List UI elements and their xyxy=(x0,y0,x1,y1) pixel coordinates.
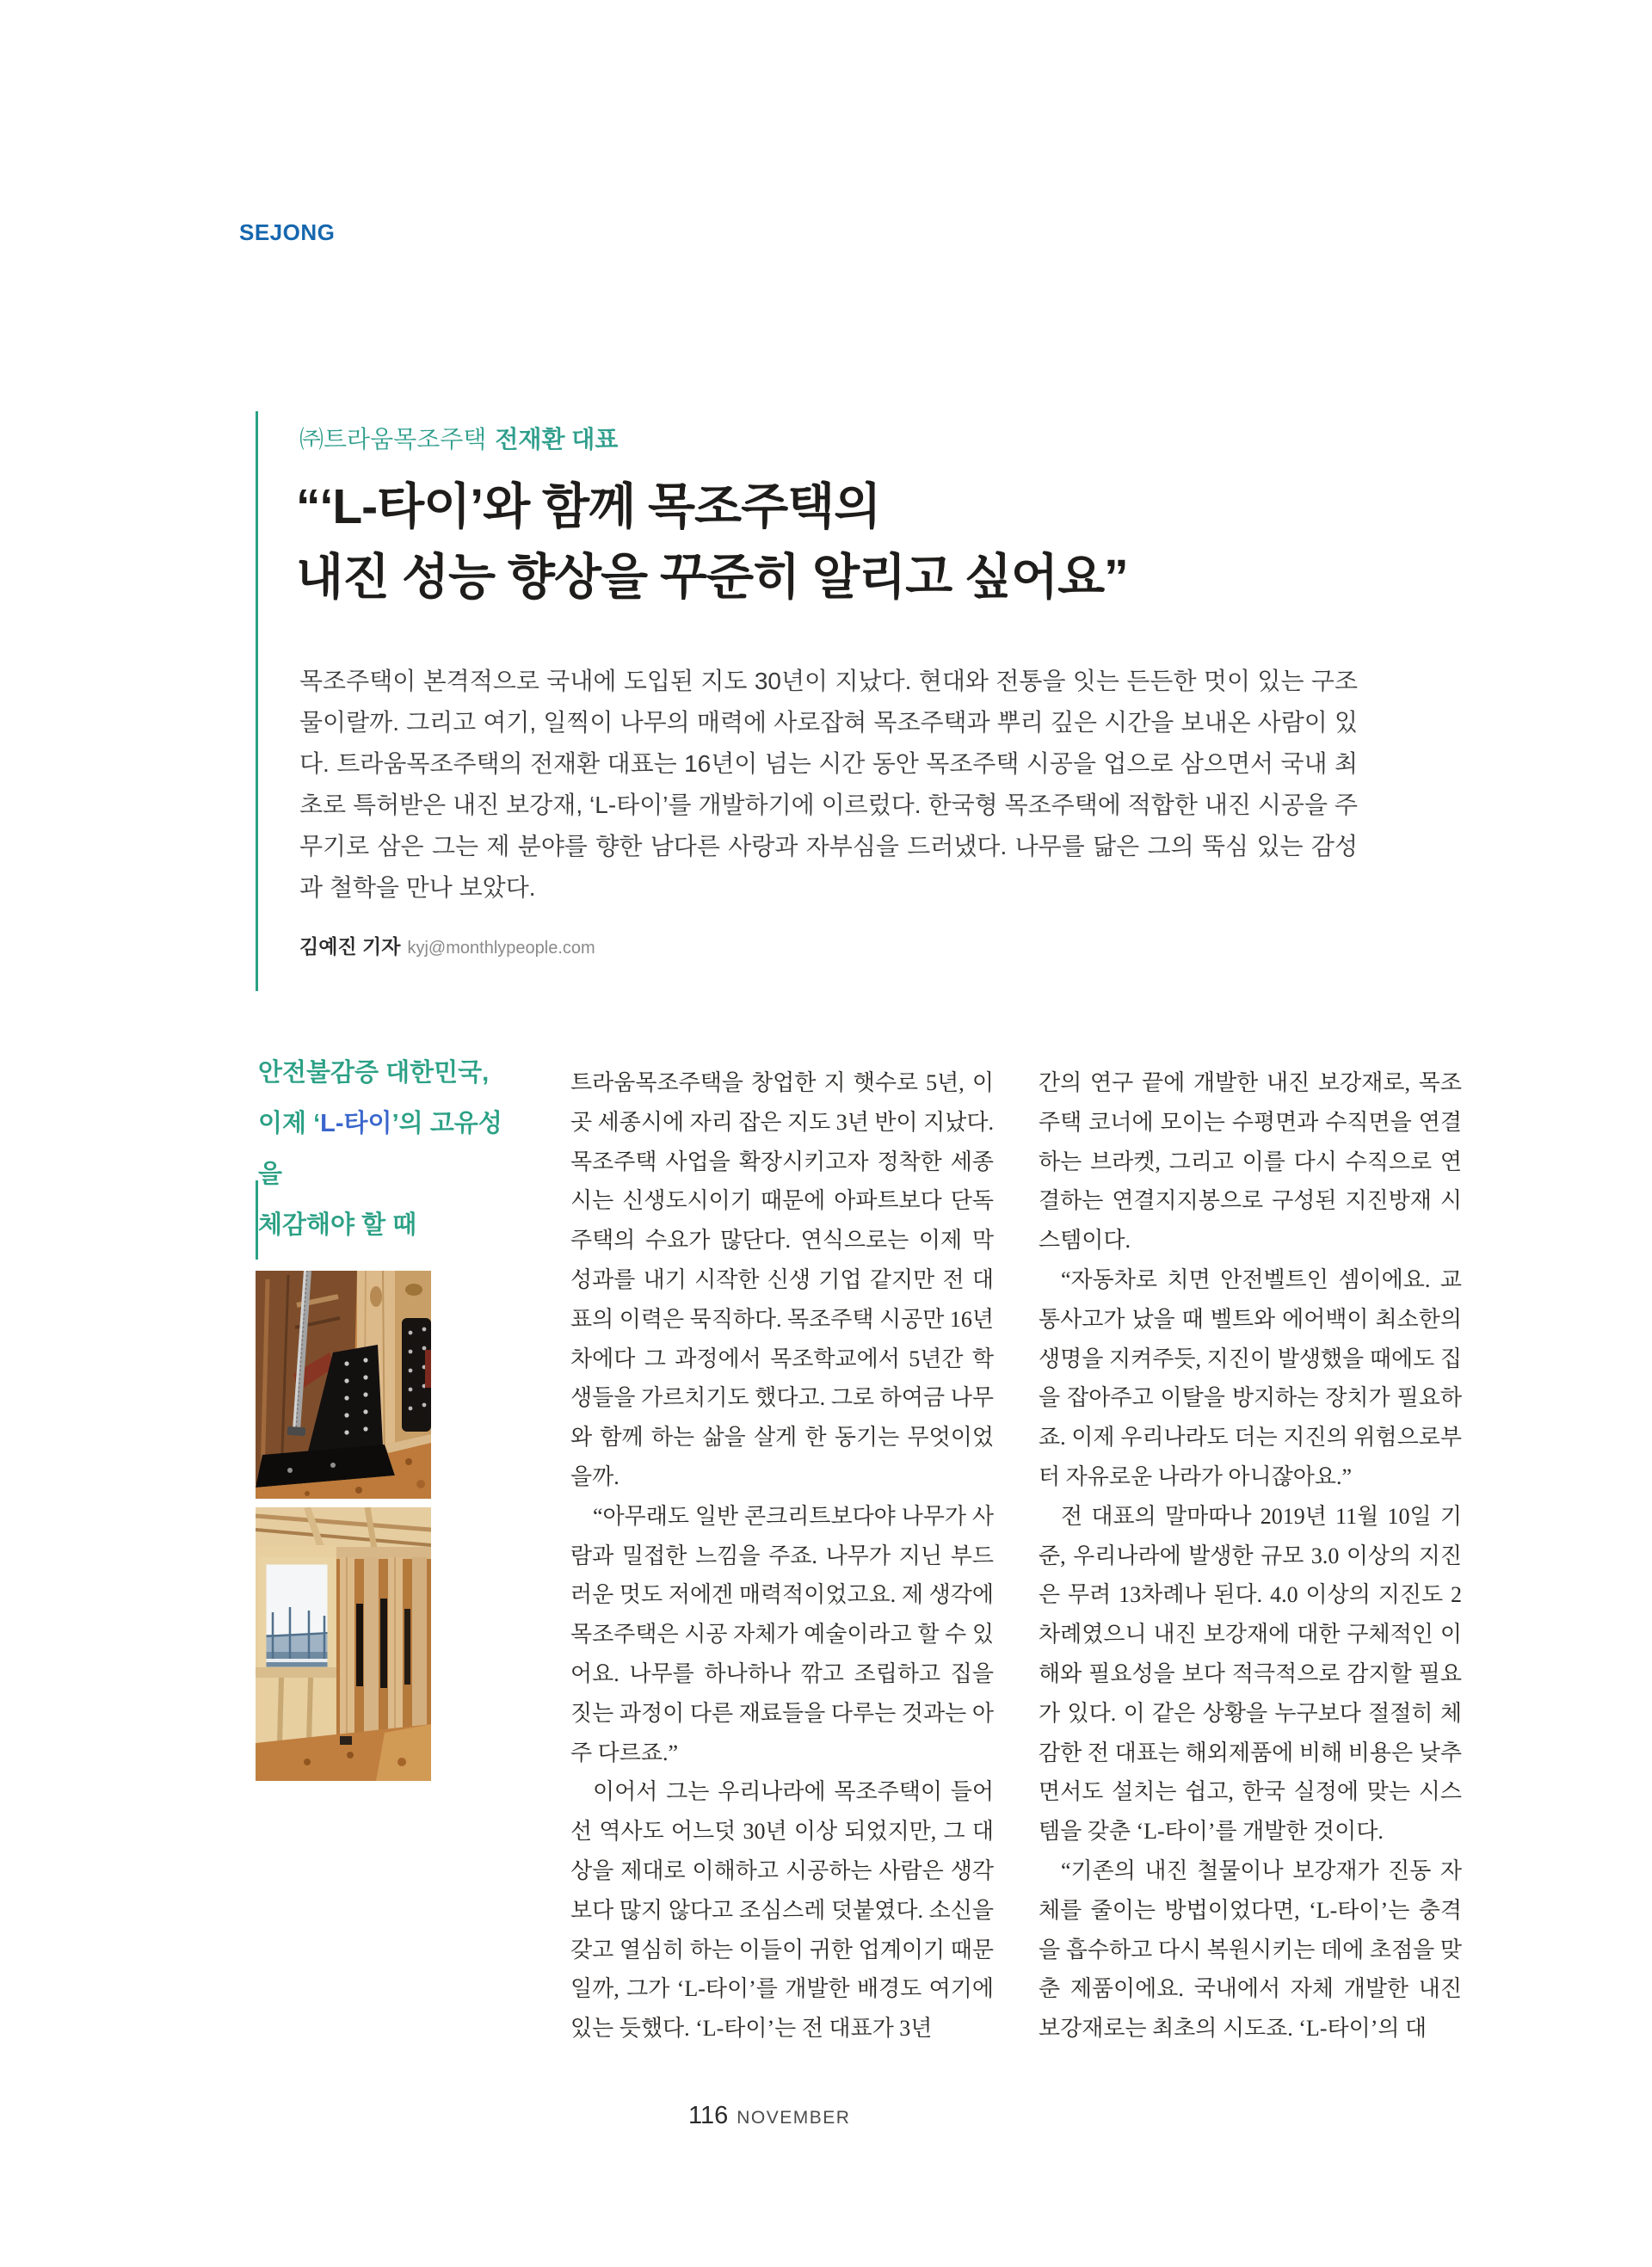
kicker-person-name: 전재환 대표 xyxy=(495,426,619,453)
bracket-slot xyxy=(380,1599,387,1688)
sidebar-vertical-rule xyxy=(256,1180,258,1260)
sidebar-heading-line-2: 이제 ‘L-타이’의 고유성을 xyxy=(258,1110,502,1188)
sidebar-heading-line-3: 체감해야 할 때 xyxy=(258,1211,417,1239)
wall-stud xyxy=(364,1557,379,1743)
standfirst: 목조주택이 본격적으로 국내에 도입된 지도 30년이 지났다. 현대와 전통을 잇는 든든한 멋이 있는 구조물이랄까. 그리고 여기, 일찍이 나무의 매력에 사로잡혀 목조주택과 뿌리 깊은 시간을 보내온 사람이 있다. 트라움목조주택의 전재환 대표는 16년이 넘는 시간 동안 목조주택 시공을 업으로 삼으면서 국내 최초로 특허받은 내진 보강재, ‘L-타이’를 개발하기에 이르렀다. 한국형 목조주택에 적합한 내진 시공을 주 무기로 삼은 그는 제 분야를 향한 남다른 사랑과 자부심을 드러냈다. 나무를 닮은 그의 뚝심 있는 감성과 철학을 만나 보았다. xyxy=(299,668,1358,901)
header-vertical-rule xyxy=(256,411,258,991)
page-number: 116 xyxy=(688,2102,729,2129)
body-column-2 xyxy=(1039,1063,1462,2048)
body-paragraph: “자동차로 치면 안전벨트인 셈이에요. 교통사고가 났을 때 벨트와 에어백이 최소한의 생명을 지켜주듯, 지진이 발생했을 때에도 집을 잡아주고 이탈을 방지하는 장치가 필요하죠. 이제 우리나라도 더는 지진의 위험으로부터 자유로운 나라가 아니잖아요.” xyxy=(1039,1266,1462,1489)
body-paragraph: “아무래도 일반 콘크리트보다야 나무가 사람과 밀접한 느낌을 주죠. 나무가 지닌 부드러운 멋도 저에겐 매력적이었고요. 제 생각에 목조주택은 시공 자체가 예술이라고 할 수 있어요. 나무를 하나하나 깎고 조립하고 집을 짓는 과정이 다른 재료들을 다루는 것과는 아주 다르죠.” xyxy=(570,1503,994,1765)
body-paragraph: 이어서 그는 우리나라에 목조주택이 들어선 역사도 어느덧 30년 이상 되었지만, 그 대상을 제대로 이해하고 시공하는 사람은 생각보다 많지 않다고 조심스레 덧붙였다. 소신을 갖고 열심히 하는 이들이 귀한 업계이기 때문일까, 그가 ‘L-타이’를 개발한 배경도 여기에 있는 듯했다. ‘L-타이’는 전 대표가 3년 xyxy=(570,1779,994,2042)
bracket-slot xyxy=(356,1604,363,1686)
body-paragraph: “기존의 내진 철물이나 보강재가 진동 자체를 줄이는 방법이었다면, ‘L-타이’는 충격을 흡수하고 다시 복원시키는 데에 초점을 맞춘 제품이에요. 국내에서 자체 개발한 내진 보강재로는 최초의 시도죠. ‘L-타이’의 대 xyxy=(1039,1857,1462,2042)
body-paragraph: 간의 연구 끝에 개발한 내진 보강재로, 목조주택 코너에 모이는 수평면과 수직면을 연결하는 브라켓, 그리고 이를 다시 수직으로 연결하는 연결지지봉으로 구성된 지진방재 시스템이다. xyxy=(1039,1070,1462,1254)
byline-reporter-name: 김예진 기자 xyxy=(299,935,401,958)
article-headline xyxy=(296,471,1242,613)
clamp-handle xyxy=(425,1350,431,1388)
section-label: SEJONG xyxy=(239,219,336,245)
wall-stud xyxy=(412,1557,427,1743)
footer-month: NOVEMBER xyxy=(737,2108,851,2128)
sidebar-heading xyxy=(258,1048,525,1251)
byline xyxy=(299,931,595,959)
floor-outlet xyxy=(340,1736,352,1745)
body-paragraph: 전 대표의 말마따나 2019년 11월 10일 기준, 우리나라에 발생한 규모 3.0 이상의 지진은 무려 13차례나 된다. 4.0 이상의 지진도 2차례였으니 내진 보강재에 대한 구체적인 이해와 필요성을 보다 적극적으로 감지할 필요가 있다. 이 같은 상황을 누구보다 절절히 체감한 전 대표는 해외제품에 비해 비용은 낮추면서도 설치는 쉽고, 한국 실정에 맞는 시스템을 갖춘 ‘L-타이’를 개발한 것이다. xyxy=(1039,1503,1462,1845)
headline-line-1: “‘L-타이’와 함께 목조주택의 xyxy=(296,479,881,534)
bracket-slot xyxy=(404,1609,410,1685)
body-paragraph: 트라움목조주택을 창업한 지 햇수로 5년, 이곳 세종시에 자리 잡은 지도 3년 반이 지났다. 목조주택 사업을 확장시키고자 정착한 세종시는 신생도시이기 때문에 아파트보다 단독주택의 수요가 많단다. 연식으로는 이제 막 성과를 내기 시작한 신생 기업 같지만 전 대표의 이력은 묵직하다. 목조주택 시공만 16년 차에다 그 과정에서 목조학교에서 5년간 학생들을 가르치기도 했다고. 그로 하여금 나무와 함께 하는 삶을 살게 한 동기는 무엇이었을까. xyxy=(570,1070,994,1489)
page-footer xyxy=(688,2102,850,2130)
photo-l-tie-bracket-illustration xyxy=(256,1271,431,1499)
sidebar-heading-product-name: L-타이 xyxy=(320,1110,392,1137)
byline-email: kyj@monthlypeople.com xyxy=(407,939,595,958)
photo-timber-frame-illustration xyxy=(256,1507,431,1781)
photo-timber-frame-interior xyxy=(256,1507,431,1781)
photo-l-tie-bracket-corner xyxy=(256,1271,431,1499)
kicker-company: ㈜트라움목조주택 xyxy=(299,426,487,453)
kicker xyxy=(299,421,618,455)
headline-line-2: 내진 성능 향상을 꾸준히 알리고 싶어요” xyxy=(296,550,1128,605)
sidebar-heading-line-1: 안전불감증 대한민국, xyxy=(258,1059,490,1087)
body-column-1 xyxy=(570,1063,994,2048)
